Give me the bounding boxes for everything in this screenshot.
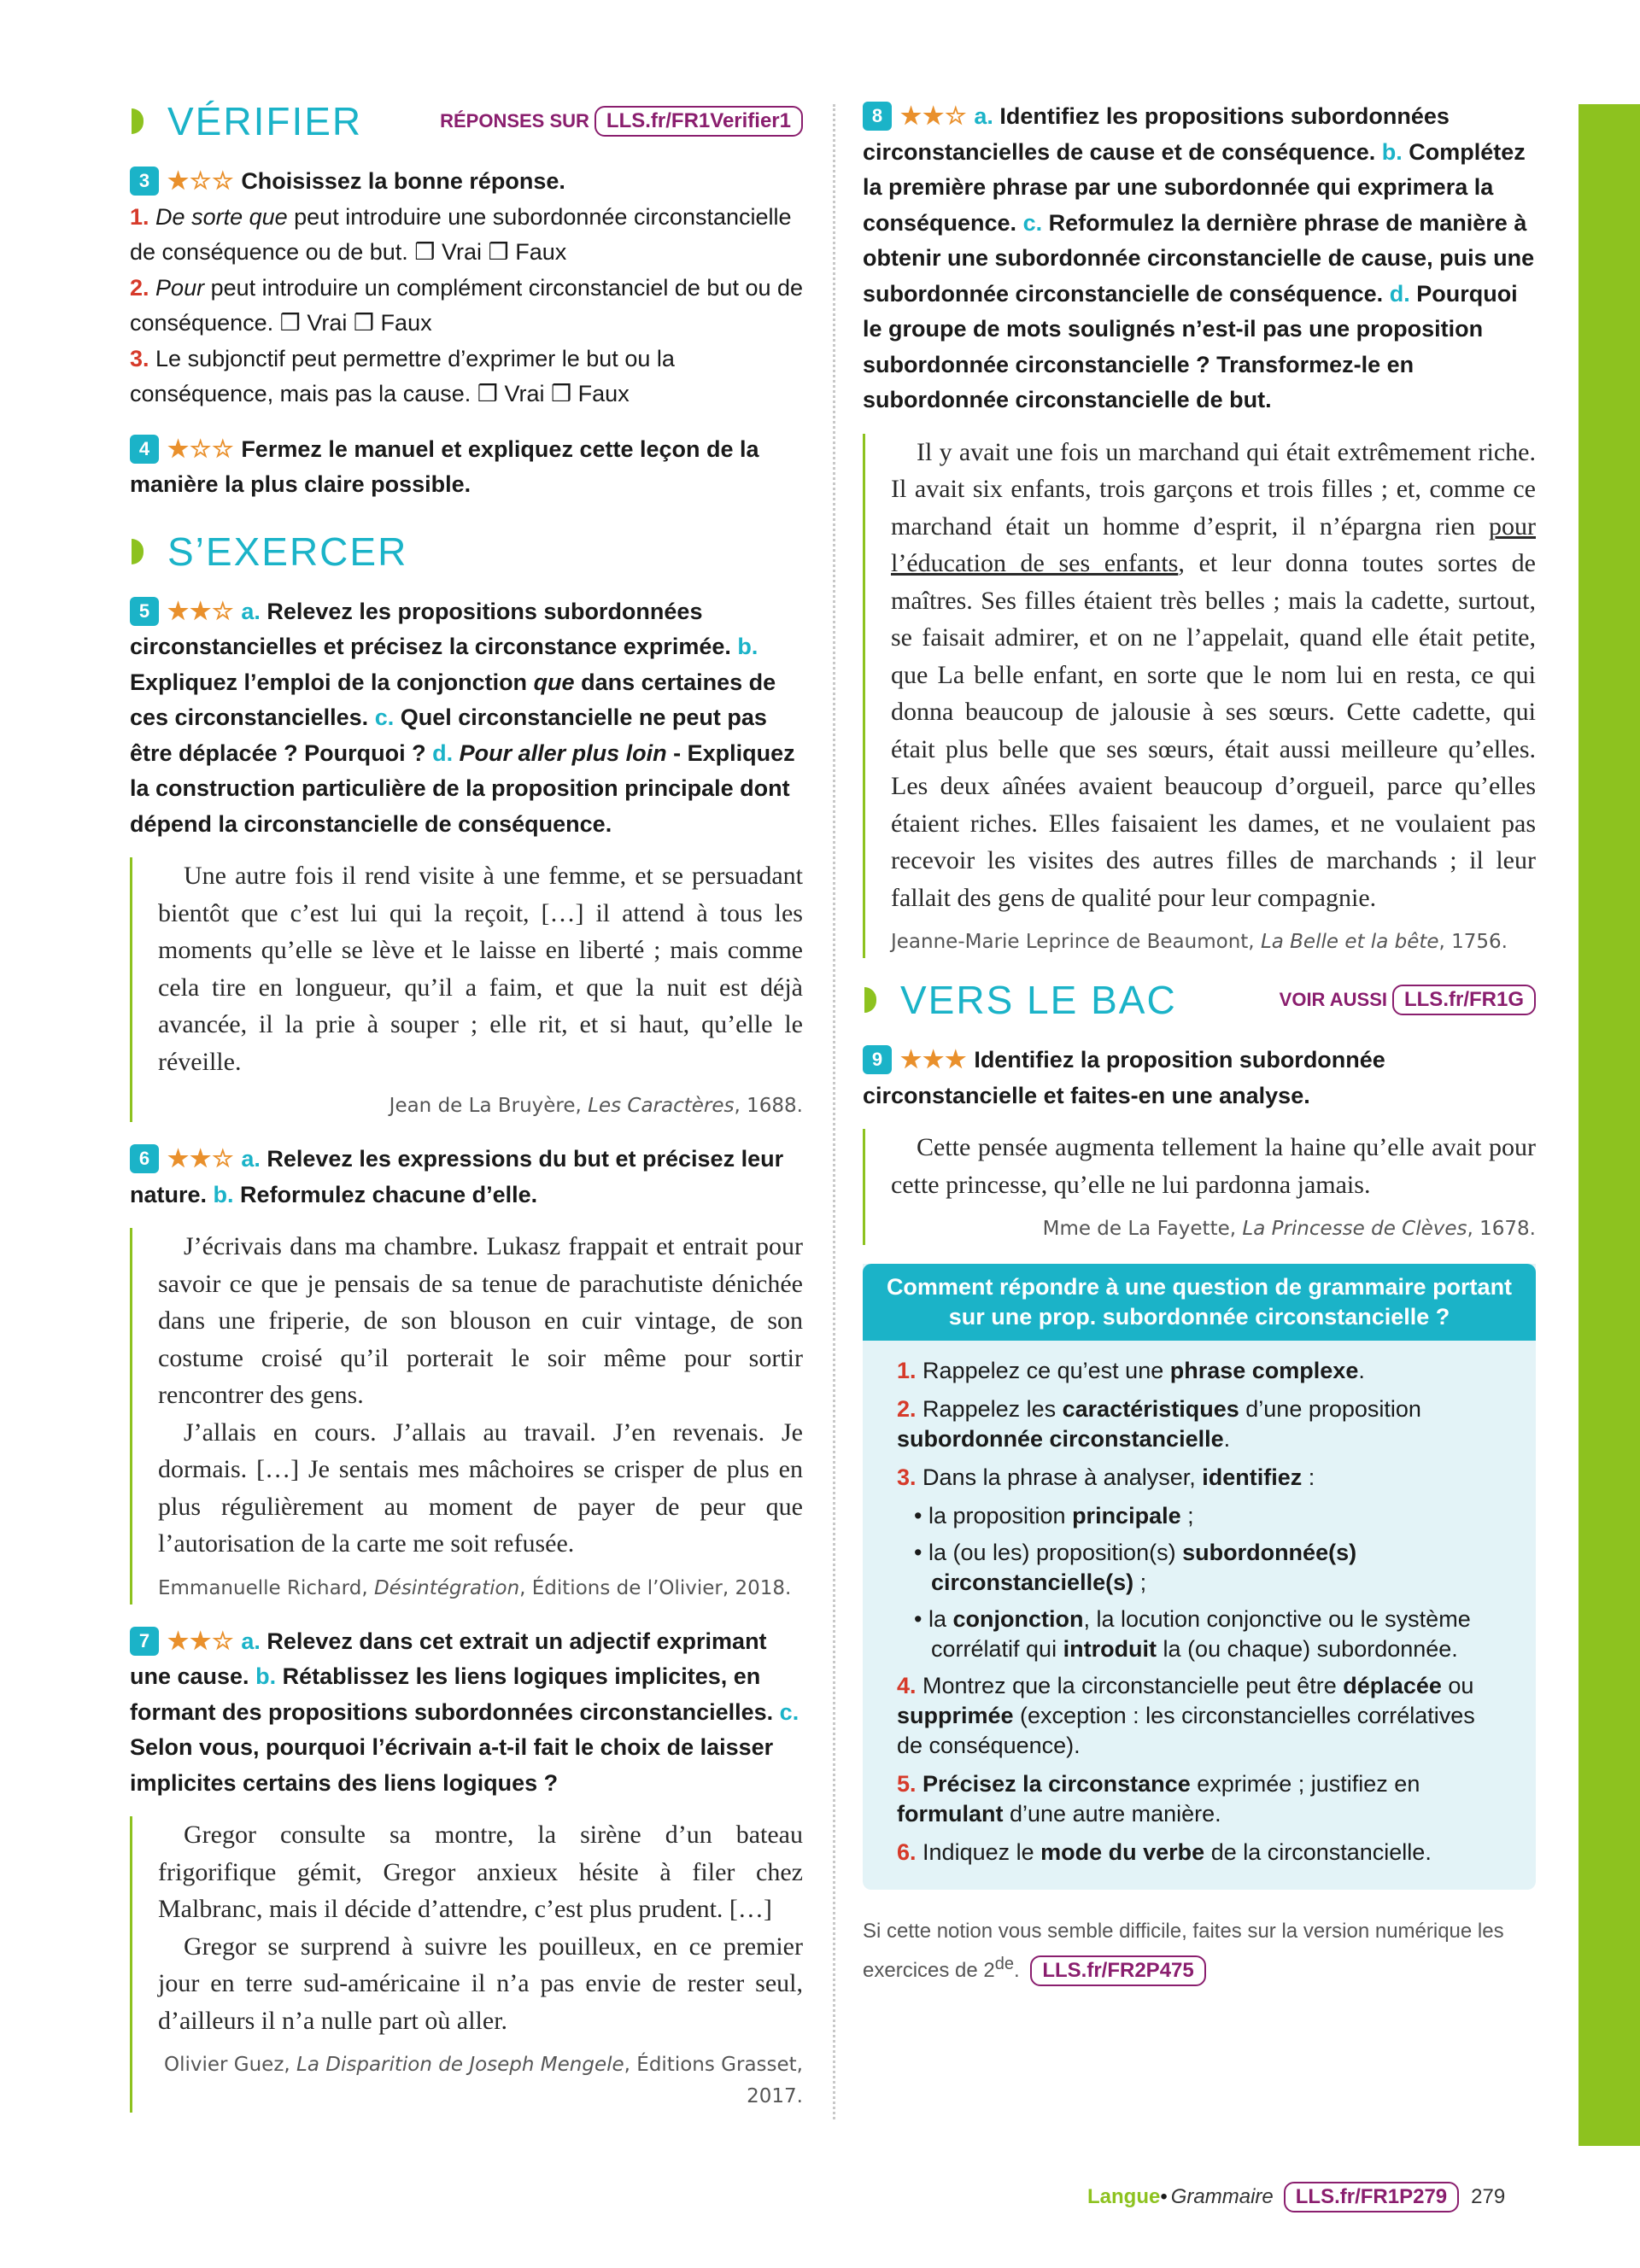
quote-text: J’écrivais dans ma chambre. Lukasz frappait et entrait pour savoir ce que je pensais de sa tenue de parachutiste dénichée dans une friperie, de son blouson en cuir vintage, de son costume croisé qu’il porterait le soir même pour sortir rencontrer des gens. xyxy=(158,1232,803,1409)
exercise-instruction: Identifiez la proposition subordonnée circonstancielle et faites-en une analyse. xyxy=(863,1047,1385,1108)
footer-separator: • xyxy=(1160,2185,1168,2209)
quote-text: J’allais en cours. J’allais au travail. J’en revenais. Je dormais. […] Je sentais mes mâchoires se crisper de plus en plus régulièrement au moment de payer de peur que l’autorisation de la carte me soit refusée. xyxy=(158,1418,803,1558)
quote-source: Olivier Guez, La Disparition de Joseph Mengele, Éditions Grasset, 2017. xyxy=(163,2054,803,2107)
footer-link[interactable]: LLS.fr/FR1P279 xyxy=(1284,2182,1459,2212)
exercise-number-badge: 7 xyxy=(130,1627,159,1656)
list-item: 3. Le subjonctif peut permettre d’exprimer le but ou la conséquence, mais pas la cause. ❒ Vrai ❒ Faux xyxy=(130,345,675,406)
exercise-9 xyxy=(863,1042,1536,1114)
right-column xyxy=(863,98,1536,1987)
exercise-4 xyxy=(130,431,803,503)
page-footer xyxy=(1087,2182,1505,2212)
section-marker-icon xyxy=(132,108,144,134)
list-item: 6. Indiquez le mode du verbe de la circonstancielle. xyxy=(897,1839,1432,1865)
difficulty-stars-icon: ★★☆ xyxy=(900,102,968,129)
list-item: 2. Pour peut introduire un complément circonstanciel de but ou de conséquence. ❒ Vrai ❒ Faux xyxy=(130,274,804,336)
method-box xyxy=(863,1264,1536,1890)
section-title: VÉRIFIER xyxy=(167,99,363,143)
exercise-number-badge: 5 xyxy=(130,597,159,626)
quote-text: Une autre fois il rend visite à une femme, et se persuadant bientôt que c’est lui qui la reçoit, […] il attend à tous les moments qu’elle se lève et le laisse en liberté ; mais comme cela tire en longueur, qu’il a faim, et que la nuit est déjà avancée, il la prie à souper ; elle rit, et si haut, qu’elle le réveille. xyxy=(158,862,803,1076)
true-false-list xyxy=(130,200,803,412)
section-marker-icon xyxy=(132,539,144,564)
quote-la-bruyere xyxy=(130,857,803,1122)
see-also-link[interactable]: LLS.fr/FR1G xyxy=(1392,985,1536,1015)
list-item: 1. Rappelez ce qu’est une phrase complexe. xyxy=(897,1358,1365,1383)
exercise-number-badge: 6 xyxy=(130,1144,159,1173)
column-divider xyxy=(833,104,835,2119)
quote-beaumont xyxy=(863,434,1536,959)
list-item: 3. Dans la phrase à analyser, identifiez : xyxy=(897,1464,1315,1490)
difficulty-stars-icon: ★★☆ xyxy=(167,1627,235,1654)
method-steps xyxy=(863,1341,1536,1890)
exercise-number-badge: 9 xyxy=(863,1045,892,1074)
exercise-instruction: Choisissez la bonne réponse. xyxy=(241,168,565,194)
list-item: • la proposition principale ; xyxy=(914,1503,1194,1529)
quote-guez xyxy=(130,1816,803,2113)
list-item: 1. De sorte que peut introduire une subordonnée circonstancielle de conséquence ou de but. ❒ Vrai ❒ Faux xyxy=(130,203,792,265)
page-edge-bar xyxy=(1578,104,1640,2146)
responses-ref: RÉPONSES SUR LLS.fr/FR1Verifier1 xyxy=(440,106,803,137)
list-item: 5. Précisez la circonstance exprimée ; justifiez en formulant d’une autre manière. xyxy=(897,1771,1420,1827)
quote-text: Gregor se surprend à suivre les pouilleux, en ce premier jour en terre sud-américaine il n’a pas envie de rester seul, d’ailleurs il n’a nulle part où aller. xyxy=(158,1932,803,2035)
quote-text: Il y avait une fois un marchand qui était extrêmement riche. Il avait six enfants, trois garçons et trois filles ; et, comme ce marchand était un homme d’esprit, il n’épargna rien pour l’éducation de ses enfants, et leur donna toutes sortes de maîtres. Ses filles étaient très belles ; mais la cadette, surtout, se faisait admirer, et on ne l’appelait, quand elle était petite, que La belle enfant, en sorte que le nom lui en resta, ce qui donna beaucoup de jalousie à ses sœurs. Cette cadette, qui était plus belle que ses sœurs, était aussi meilleure qu’elles. Les deux aînées avaient beaucoup d’orgueil, parce qu’elles étaient riches. Elles faisaient les dames, et ne voulaient pas recevoir les visites des autres filles de marchands ; il leur fallait des gens de qualité pour leur compagnie. xyxy=(891,437,1536,912)
difficulty-stars-icon: ★☆☆ xyxy=(167,435,235,462)
method-title: Comment répondre à une question de grammaire portant sur une prop. subordonnée circonstancielle ? xyxy=(863,1264,1536,1341)
quote-source: Jean de La Bruyère, Les Caractères, 1688. xyxy=(389,1095,803,1117)
quote-source: Emmanuelle Richard, Désintégration, Éditions de l’Olivier, 2018. xyxy=(158,1576,792,1599)
list-item: • la (ou les) proposition(s) subordonnée(s) circonstancielle(s) ; xyxy=(914,1540,1357,1595)
quote-source: Mme de La Fayette, La Princesse de Clèves, 1678. xyxy=(1042,1218,1536,1240)
difficulty-stars-icon: ★★☆ xyxy=(167,1145,235,1172)
left-column xyxy=(130,98,803,2131)
section-title: S’EXERCER xyxy=(167,529,408,574)
difficulty-stars-icon: ★☆☆ xyxy=(167,167,235,194)
footer-subsection: Grammaire xyxy=(1170,2185,1274,2209)
section-marker-icon xyxy=(864,987,876,1013)
underlined-group: pour l’éducation de ses enfants xyxy=(891,511,1536,577)
exercise-number-badge: 4 xyxy=(130,435,159,464)
quote-text: Cette pensée augmenta tellement la haine qu’elle avait pour cette princesse, qu’elle ne lui pardonna jamais. xyxy=(891,1133,1536,1199)
difficulty-note: Si cette notion vous semble difficile, faites sur la version numérique les exercices de 2de. LLS.fr/FR2P475 xyxy=(863,1915,1536,1987)
exercise-8: 8 ★★☆ a. Identifiez les propositions subordonnées circonstancielles de cause et de conséquence. b. Complétez la première phrase par une subordonnée qui exprimera la conséquence. c. Reformulez la dernière phrase de manière à obtenir une subordonnée circonstancielle de cause, puis une subordonnée circonstancielle de conséquence. d. Pourquoi le groupe de mots soulignés n’est-il pas une proposition subordonnée circonstancielle ? Transformez-le en subordonnée circonstancielle de but. xyxy=(863,102,1535,412)
quote-text: Gregor consulte sa montre, la sirène d’un bateau frigorifique gémit, Gregor anxieux hésite à filer chez Malbranc, mais il décide d’attendre, c’est plus prudent. […] xyxy=(158,1821,803,1923)
difficulty-stars-icon: ★★★ xyxy=(900,1046,968,1073)
exercises-link[interactable]: LLS.fr/FR2P475 xyxy=(1030,1955,1205,1986)
exercise-7: 7 ★★☆ a. Relevez dans cet extrait un adjectif exprimant une cause. b. Rétablissez les liens logiques implicites, en formant des propositions subordonnées circonstancielles. c. Selon vous, pourquoi l’écrivain a-t-il fait le choix de laisser implicites certains des liens logiques ? xyxy=(130,1627,800,1796)
exercise-3 xyxy=(130,163,803,412)
page-number: 279 xyxy=(1471,2185,1506,2209)
section-title: VERS LE BAC xyxy=(900,978,1177,1022)
section-exercer-header xyxy=(130,529,803,575)
list-item: 4. Montrez que la circonstancielle peut être déplacée ou supprimée (exception : les circonstancielles corrélatives de conséquence). xyxy=(897,1673,1475,1758)
quote-richard xyxy=(130,1228,803,1605)
exercise-instruction: Fermez le manuel et expliquez cette leçon de la manière la plus claire possible. xyxy=(130,435,759,497)
exercise-5: 5 ★★☆ a. Relevez les propositions subordonnées circonstancielles et précisez la circonstance exprimée. b. Expliquez l’emploi de la conjonction que dans certaines de ces circonstancielles. c. Quel circonstancielle ne peut pas être déplacée ? Pourquoi ? d. Pour aller plus loin - Expliquez la construction particulière de la proposition principale dont dépend la circonstancielle de conséquence. xyxy=(130,597,795,837)
quote-source: Jeanne-Marie Leprince de Beaumont, La Belle et la bête, 1756. xyxy=(891,931,1508,953)
quote-lafayette xyxy=(863,1129,1536,1245)
difficulty-stars-icon: ★★☆ xyxy=(167,597,235,624)
exercise-6: 6 ★★☆ a. Relevez les expressions du but et précisez leur nature. b. Reformulez chacune d’elle. xyxy=(130,1145,784,1207)
section-verifier-header xyxy=(130,98,803,144)
exercise-number-badge: 3 xyxy=(130,167,159,196)
footer-section: Langue xyxy=(1087,2185,1161,2209)
section-bac-header xyxy=(863,977,1536,1023)
see-also-ref: VOIR AUSSI LLS.fr/FR1G xyxy=(1280,985,1536,1015)
exercise-number-badge: 8 xyxy=(863,102,892,131)
responses-link[interactable]: LLS.fr/FR1Verifier1 xyxy=(594,106,803,137)
list-item: 2. Rappelez les caractéristiques d’une proposition subordonnée circonstancielle. xyxy=(897,1396,1421,1452)
list-item: • la conjonction, la locution conjonctive ou le système corrélatif qui introduit la (ou chaque) subordonnée. xyxy=(914,1606,1471,1662)
